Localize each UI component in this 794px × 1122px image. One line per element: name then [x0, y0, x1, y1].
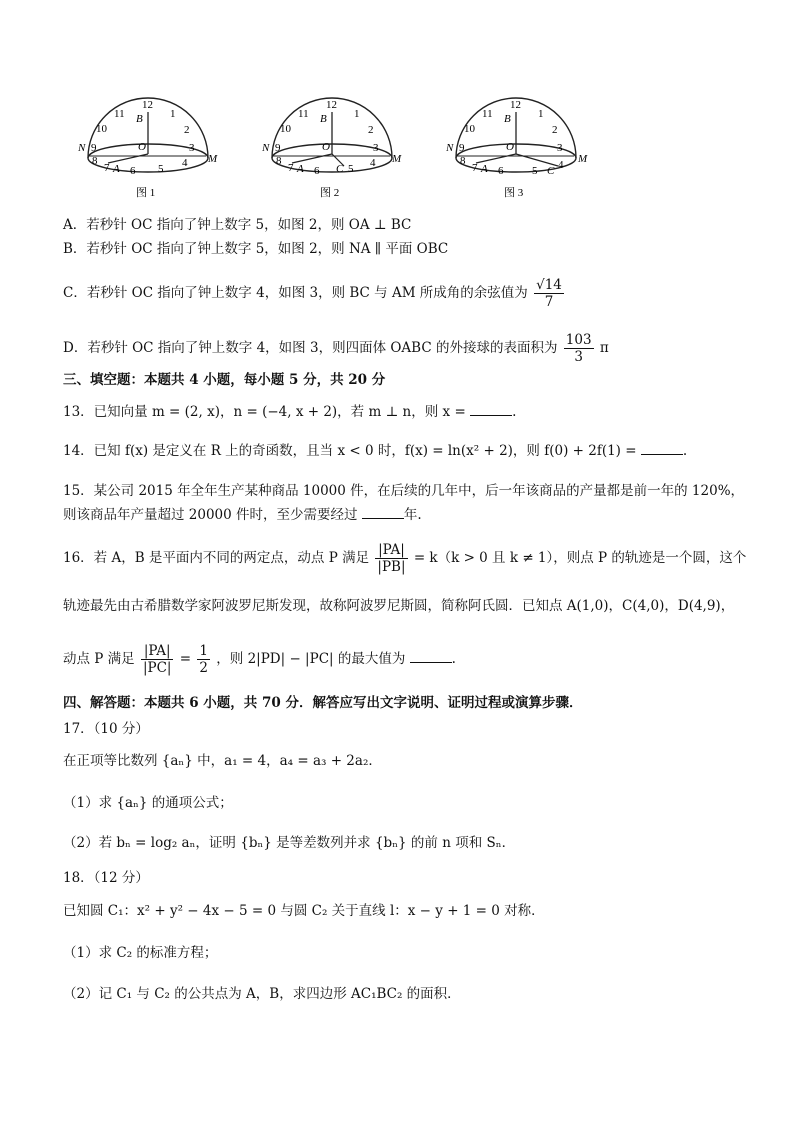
svg-text:7: 7 — [472, 162, 478, 174]
question-16-line-1 — [63, 542, 746, 575]
question-16-post: = k（k > 0 且 k ≠ 1），则点 P 的轨迹是一个圆，这个 — [413, 550, 747, 566]
option-d — [63, 332, 609, 365]
answer-blank-15[interactable] — [362, 506, 404, 519]
svg-text:6: 6 — [130, 165, 136, 177]
question-18-part-1: （1）求 C₂ 的标准方程； — [63, 945, 218, 961]
svg-text:10: 10 — [96, 123, 107, 135]
svg-text:10: 10 — [280, 123, 291, 135]
clock-diagram-2 — [262, 96, 402, 201]
svg-text:12: 12 — [142, 99, 153, 111]
option-d-text: D．若秒针 OC 指向了钟上数字 4，如图 3，则四面体 OABC 的外接球的表面积为 — [63, 340, 558, 356]
svg-text:9: 9 — [91, 142, 97, 154]
svg-text:7: 7 — [104, 162, 110, 174]
svg-text:O: O — [322, 141, 330, 153]
svg-text:1: 1 — [538, 108, 544, 120]
option-c-text: C．若秒针 OC 指向了钟上数字 4，如图 3，则 BC 与 AM 所成角的余弦值为 — [63, 285, 528, 301]
clock-diagram-3 — [446, 96, 591, 201]
question-18-stem: 已知圆 C₁：x² + y² − 4x − 5 = 0 与圆 C₂ 关于直线 l：x − y + 1 = 0 对称． — [63, 903, 545, 919]
svg-text:11: 11 — [298, 108, 309, 120]
svg-text:1: 1 — [170, 108, 176, 120]
svg-text:2: 2 — [368, 124, 374, 136]
question-15-line-2 — [63, 506, 422, 524]
svg-text:O: O — [506, 141, 514, 153]
svg-text:N: N — [262, 142, 270, 154]
svg-text:12: 12 — [326, 99, 337, 111]
answer-blank-13[interactable] — [470, 403, 512, 416]
question-13-text: 13．已知向量 m = (2, x)，n = (−4, x + 2)，若 m ⊥ n，则 x = — [63, 404, 466, 420]
question-18-part-2: （2）记 C₁ 与 C₂ 的公共点为 A，B，求四边形 AC₁BC₂ 的面积． — [63, 986, 461, 1002]
question-16-equals: = — [179, 651, 192, 667]
option-d-fraction: $\frac{103}{3}$ — [565, 332, 592, 365]
svg-text:9: 9 — [459, 142, 465, 154]
figure-3-caption: 图 3 — [504, 187, 524, 199]
question-16-line-2: 轨迹最先由古希腊数学家阿波罗尼斯发现，故称阿波罗尼斯圆，简称阿氏圆．已知点 A(1,0)，C(4,0)，D(4,9)， — [63, 598, 735, 614]
question-16-line3-post: ，则 2|PD| − |PC| 的最大值为 — [216, 651, 406, 667]
question-16-fraction: $\frac{|PA|}{|PB|}$ — [377, 542, 406, 575]
svg-text:2: 2 — [552, 124, 558, 136]
svg-text:N: N — [78, 142, 86, 154]
svg-text:4: 4 — [182, 157, 188, 169]
svg-text:9: 9 — [275, 142, 281, 154]
section-3-heading: 三、填空题：本题共 4 小题，每小题 5 分，共 20 分 — [63, 372, 386, 388]
svg-text:3: 3 — [189, 142, 195, 154]
section-4-heading: 四、解答题：本题共 6 小题，共 70 分．解答应写出文字说明、证明过程或演算步骤． — [63, 695, 583, 711]
svg-text:8: 8 — [92, 155, 98, 167]
svg-text:B: B — [504, 113, 511, 125]
question-16-pre: 16．若 A，B 是平面内不同的两定点，动点 P 满足 — [63, 550, 370, 566]
svg-text:7: 7 — [288, 162, 294, 174]
svg-text:A: A — [113, 163, 120, 175]
option-c — [63, 277, 566, 310]
svg-text:N: N — [446, 142, 454, 154]
svg-text:8: 8 — [276, 155, 282, 167]
question-13-end: . — [512, 404, 517, 420]
question-17-part-1: （1）求 {aₙ} 的通项公式； — [63, 795, 233, 811]
svg-text:M: M — [392, 153, 402, 165]
svg-text:A: A — [481, 163, 488, 175]
svg-text:10: 10 — [464, 123, 475, 135]
svg-text:6: 6 — [498, 165, 504, 177]
question-16-line3-pre: 动点 P 满足 — [63, 651, 135, 667]
question-14-end: . — [682, 443, 688, 459]
question-17-head: 17．（10 分） — [63, 721, 149, 737]
svg-text:O: O — [138, 141, 146, 153]
question-17-stem: 在正项等比数列 {aₙ} 中，a₁ = 4，a₄ = a₃ + 2a₂． — [63, 753, 382, 769]
svg-text:2: 2 — [184, 124, 190, 136]
svg-text:4: 4 — [558, 159, 564, 171]
svg-text:1: 1 — [354, 108, 360, 120]
svg-text:3: 3 — [557, 142, 563, 154]
question-16-end: . — [451, 651, 456, 667]
question-15-text: 则该商品年产量超过 20000 件时，至少需要经过 — [63, 507, 358, 523]
svg-text:8: 8 — [460, 155, 466, 167]
question-15-end: 年. — [403, 507, 422, 523]
svg-text:6: 6 — [314, 165, 320, 177]
svg-text:11: 11 — [114, 108, 125, 120]
svg-text:11: 11 — [482, 108, 493, 120]
question-16-line-3 — [63, 643, 456, 676]
figure-2 — [262, 96, 402, 205]
option-c-fraction: $\frac{√14}{7}$ — [536, 277, 562, 310]
svg-text:4: 4 — [370, 157, 376, 169]
svg-text:C: C — [336, 163, 344, 175]
svg-text:5: 5 — [532, 165, 538, 177]
svg-text:M: M — [208, 153, 218, 165]
question-13 — [63, 403, 516, 421]
svg-text:5: 5 — [348, 163, 354, 175]
answer-blank-16[interactable] — [410, 650, 452, 663]
svg-text:M: M — [578, 153, 588, 165]
figure-1 — [78, 96, 218, 205]
svg-text:C: C — [547, 165, 555, 177]
svg-text:B: B — [320, 113, 327, 125]
option-a: A．若秒针 OC 指向了钟上数字 5，如图 2，则 OA ⊥ BC — [63, 217, 412, 233]
option-b: B．若秒针 OC 指向了钟上数字 5，如图 2，则 NA ∥ 平面 OBC — [63, 241, 449, 257]
question-17-part-2: （2）若 bₙ = log₂ aₙ，证明 {bₙ} 是等差数列并求 {bₙ} 的前 n 项和 Sₙ． — [63, 835, 516, 851]
question-16-half: $\frac{1}{2}$ — [199, 643, 208, 676]
question-14-text: 14．已知 f(x) 是定义在 R 上的奇函数，且当 x < 0 时，f(x) = ln(x² + 2)，则 f(0) + 2f(1) = — [63, 443, 637, 459]
svg-text:3: 3 — [373, 142, 379, 154]
answer-blank-14[interactable] — [641, 442, 683, 455]
figure-1-caption: 图 1 — [136, 187, 156, 199]
svg-text:B: B — [136, 113, 143, 125]
question-16-fraction-2: $\frac{|PA|}{|PC|}$ — [142, 643, 172, 676]
option-d-tail: π — [599, 340, 609, 356]
figure-3 — [446, 96, 591, 205]
question-15-line-1: 15．某公司 2015 年全年生产某种商品 10000 件，在后续的几年中，后一年该商品的产量都是前一年的 120%， — [63, 483, 745, 499]
question-18-head: 18．（12 分） — [63, 870, 149, 886]
figure-2-caption: 图 2 — [320, 187, 340, 199]
svg-text:12: 12 — [510, 99, 521, 111]
clock-diagram-1 — [78, 96, 218, 201]
svg-text:5: 5 — [158, 163, 164, 175]
question-14 — [63, 442, 687, 460]
svg-text:A: A — [297, 163, 304, 175]
